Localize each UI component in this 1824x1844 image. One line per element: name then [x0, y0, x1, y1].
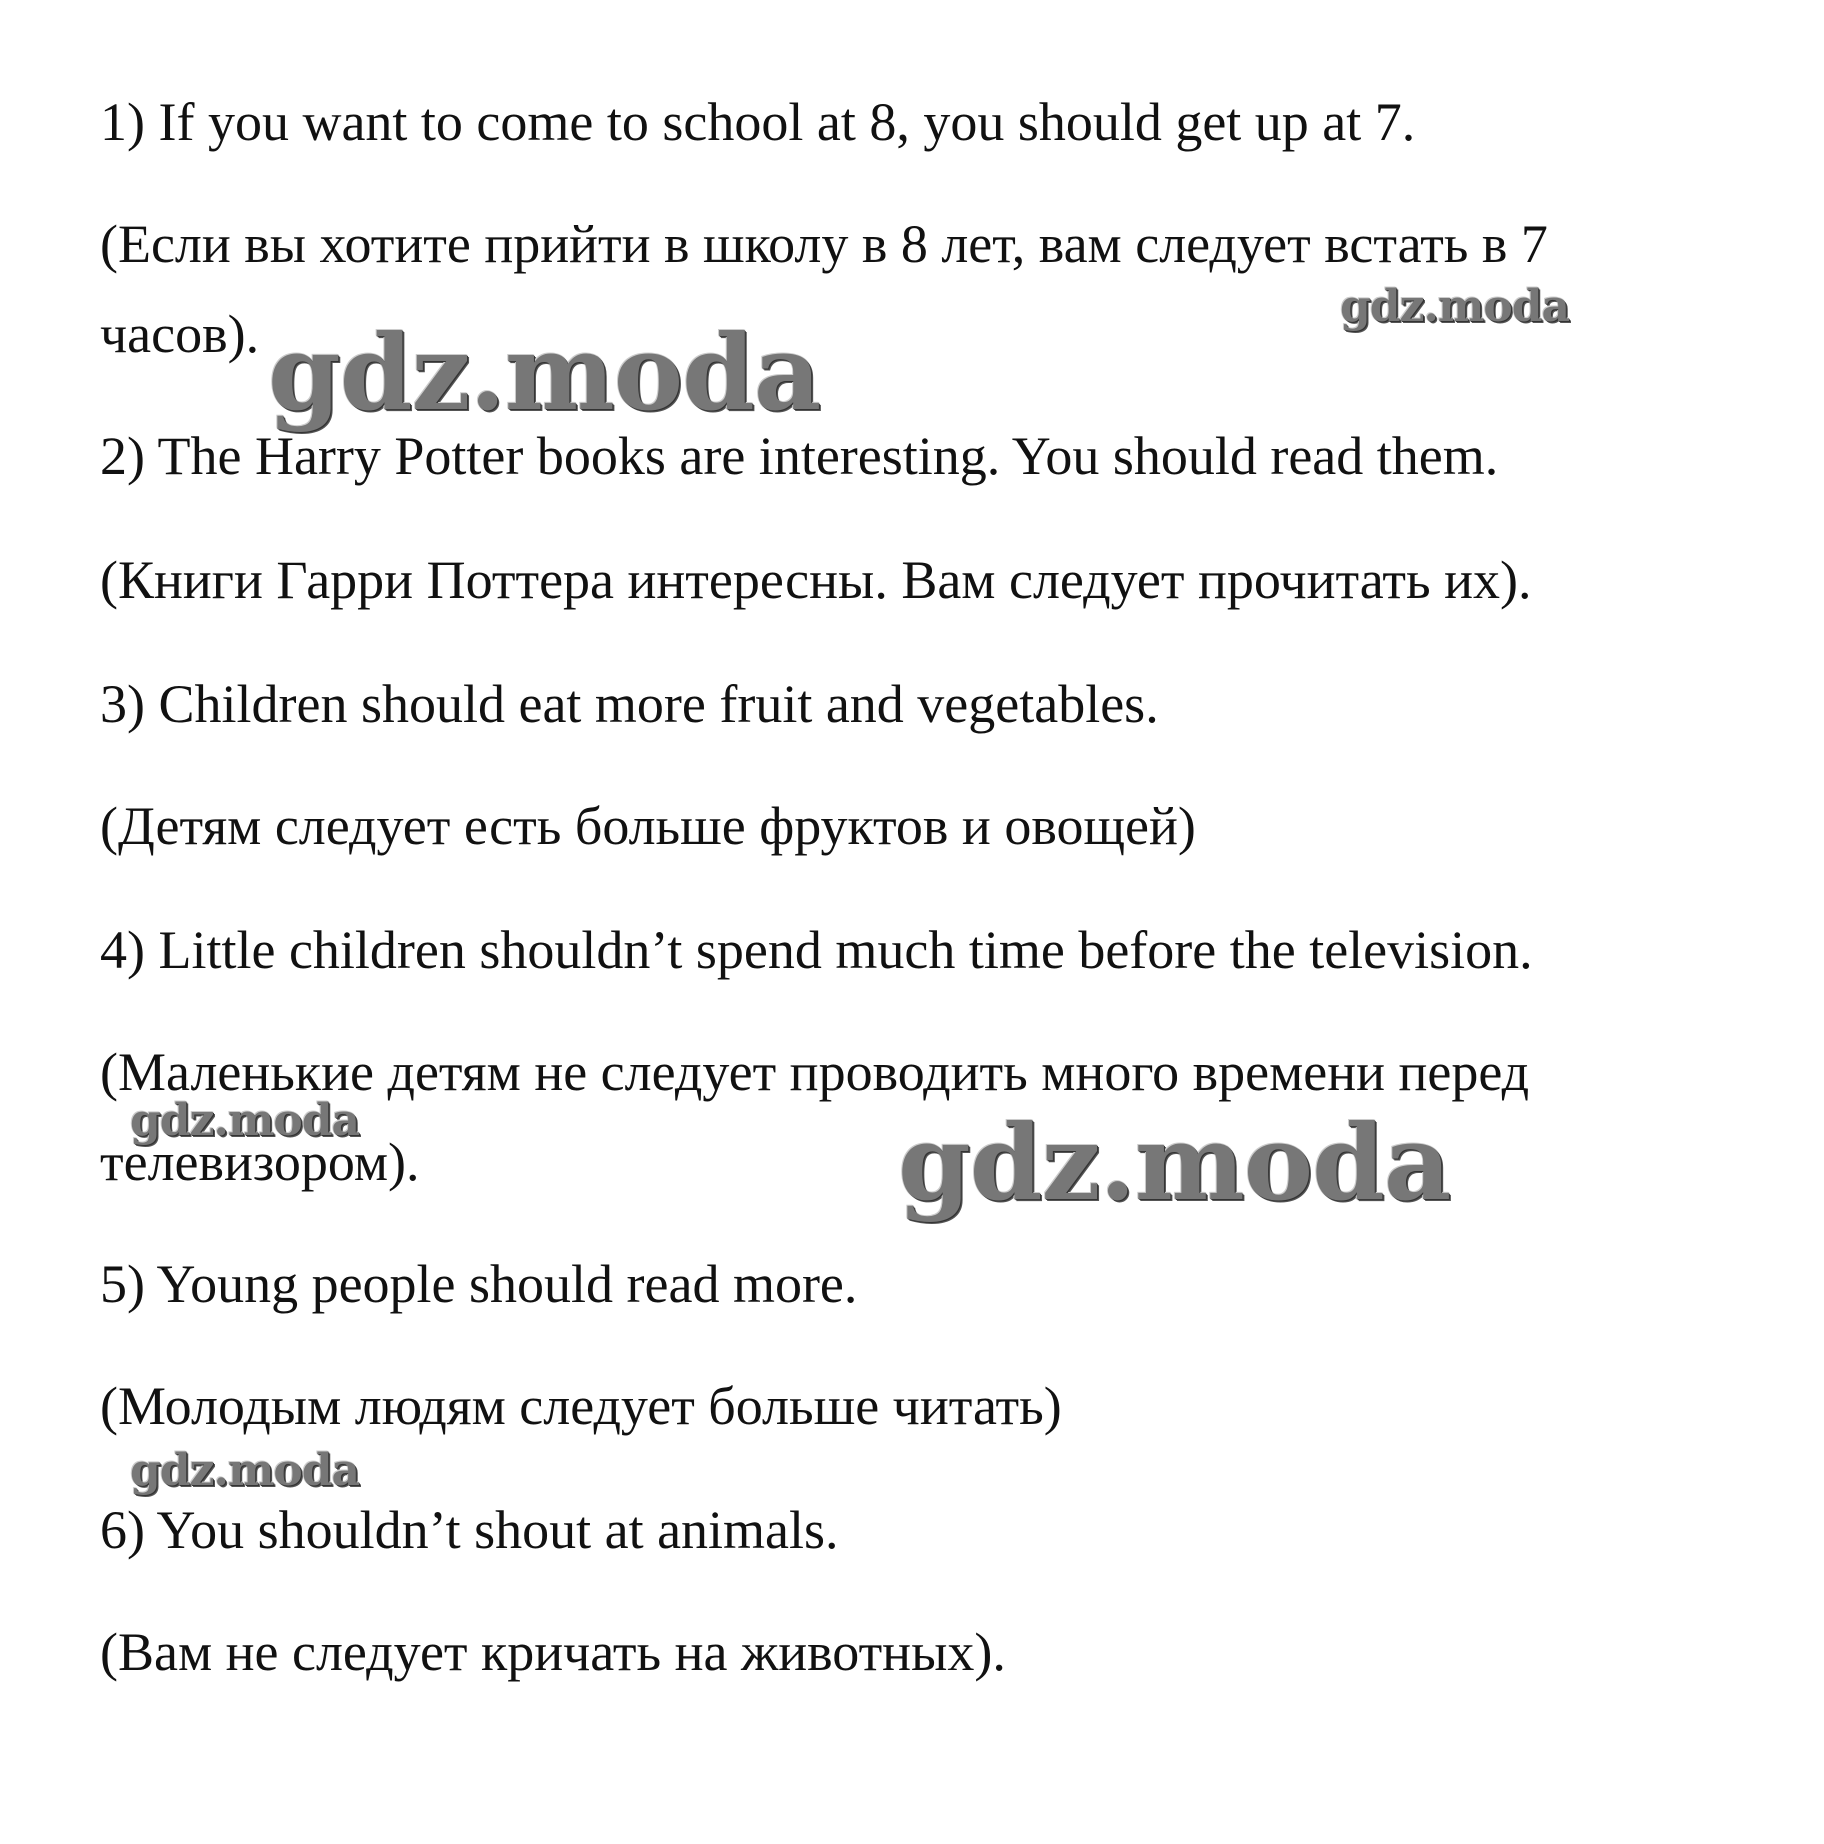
sentence-2-russian: (Книги Гарри Поттера интересны. Вам следует прочитать их). — [100, 550, 1532, 610]
watermark-logo-small: gdz.moda — [130, 1445, 360, 1496]
sentence-1-russian-cont: часов). — [100, 304, 260, 364]
sentence-3-russian: (Детям следует есть больше фруктов и овощей) — [100, 796, 1196, 856]
watermark-logo-small: gdz.moda — [1340, 281, 1570, 332]
sentence-4-english: 4) Little children shouldn’t spend much time before the television. — [100, 920, 1533, 980]
sentence-4-russian-cont: телевизором). — [100, 1132, 420, 1192]
sentence-1-russian: (Если вы хотите прийти в школу в 8 лет, вам следует встать в 7 — [100, 214, 1548, 274]
sentence-6-english: 6) You shouldn’t shout at animals. — [100, 1500, 839, 1560]
watermark-logo-small: gdz.moda — [130, 1095, 360, 1146]
sentence-4-russian: (Маленькие детям не следует проводить много времени перед — [100, 1042, 1530, 1102]
sentence-3-english: 3) Children should eat more fruit and vegetables. — [100, 674, 1159, 734]
sentence-1-english: 1) If you want to come to school at 8, you should get up at 7. — [100, 92, 1416, 152]
watermark-logo-large: gdz.moda — [268, 311, 821, 434]
sentence-5-russian: (Молодым людям следует больше читать) — [100, 1376, 1062, 1436]
sentence-5-english: 5) Young people should read more. — [100, 1254, 858, 1314]
watermark-logo-large: gdz.moda — [898, 1101, 1451, 1224]
sentence-2-english: 2) The Harry Potter books are interesting. You should read them. — [100, 426, 1499, 486]
sentence-6-russian: (Вам не следует кричать на животных). — [100, 1622, 1006, 1682]
